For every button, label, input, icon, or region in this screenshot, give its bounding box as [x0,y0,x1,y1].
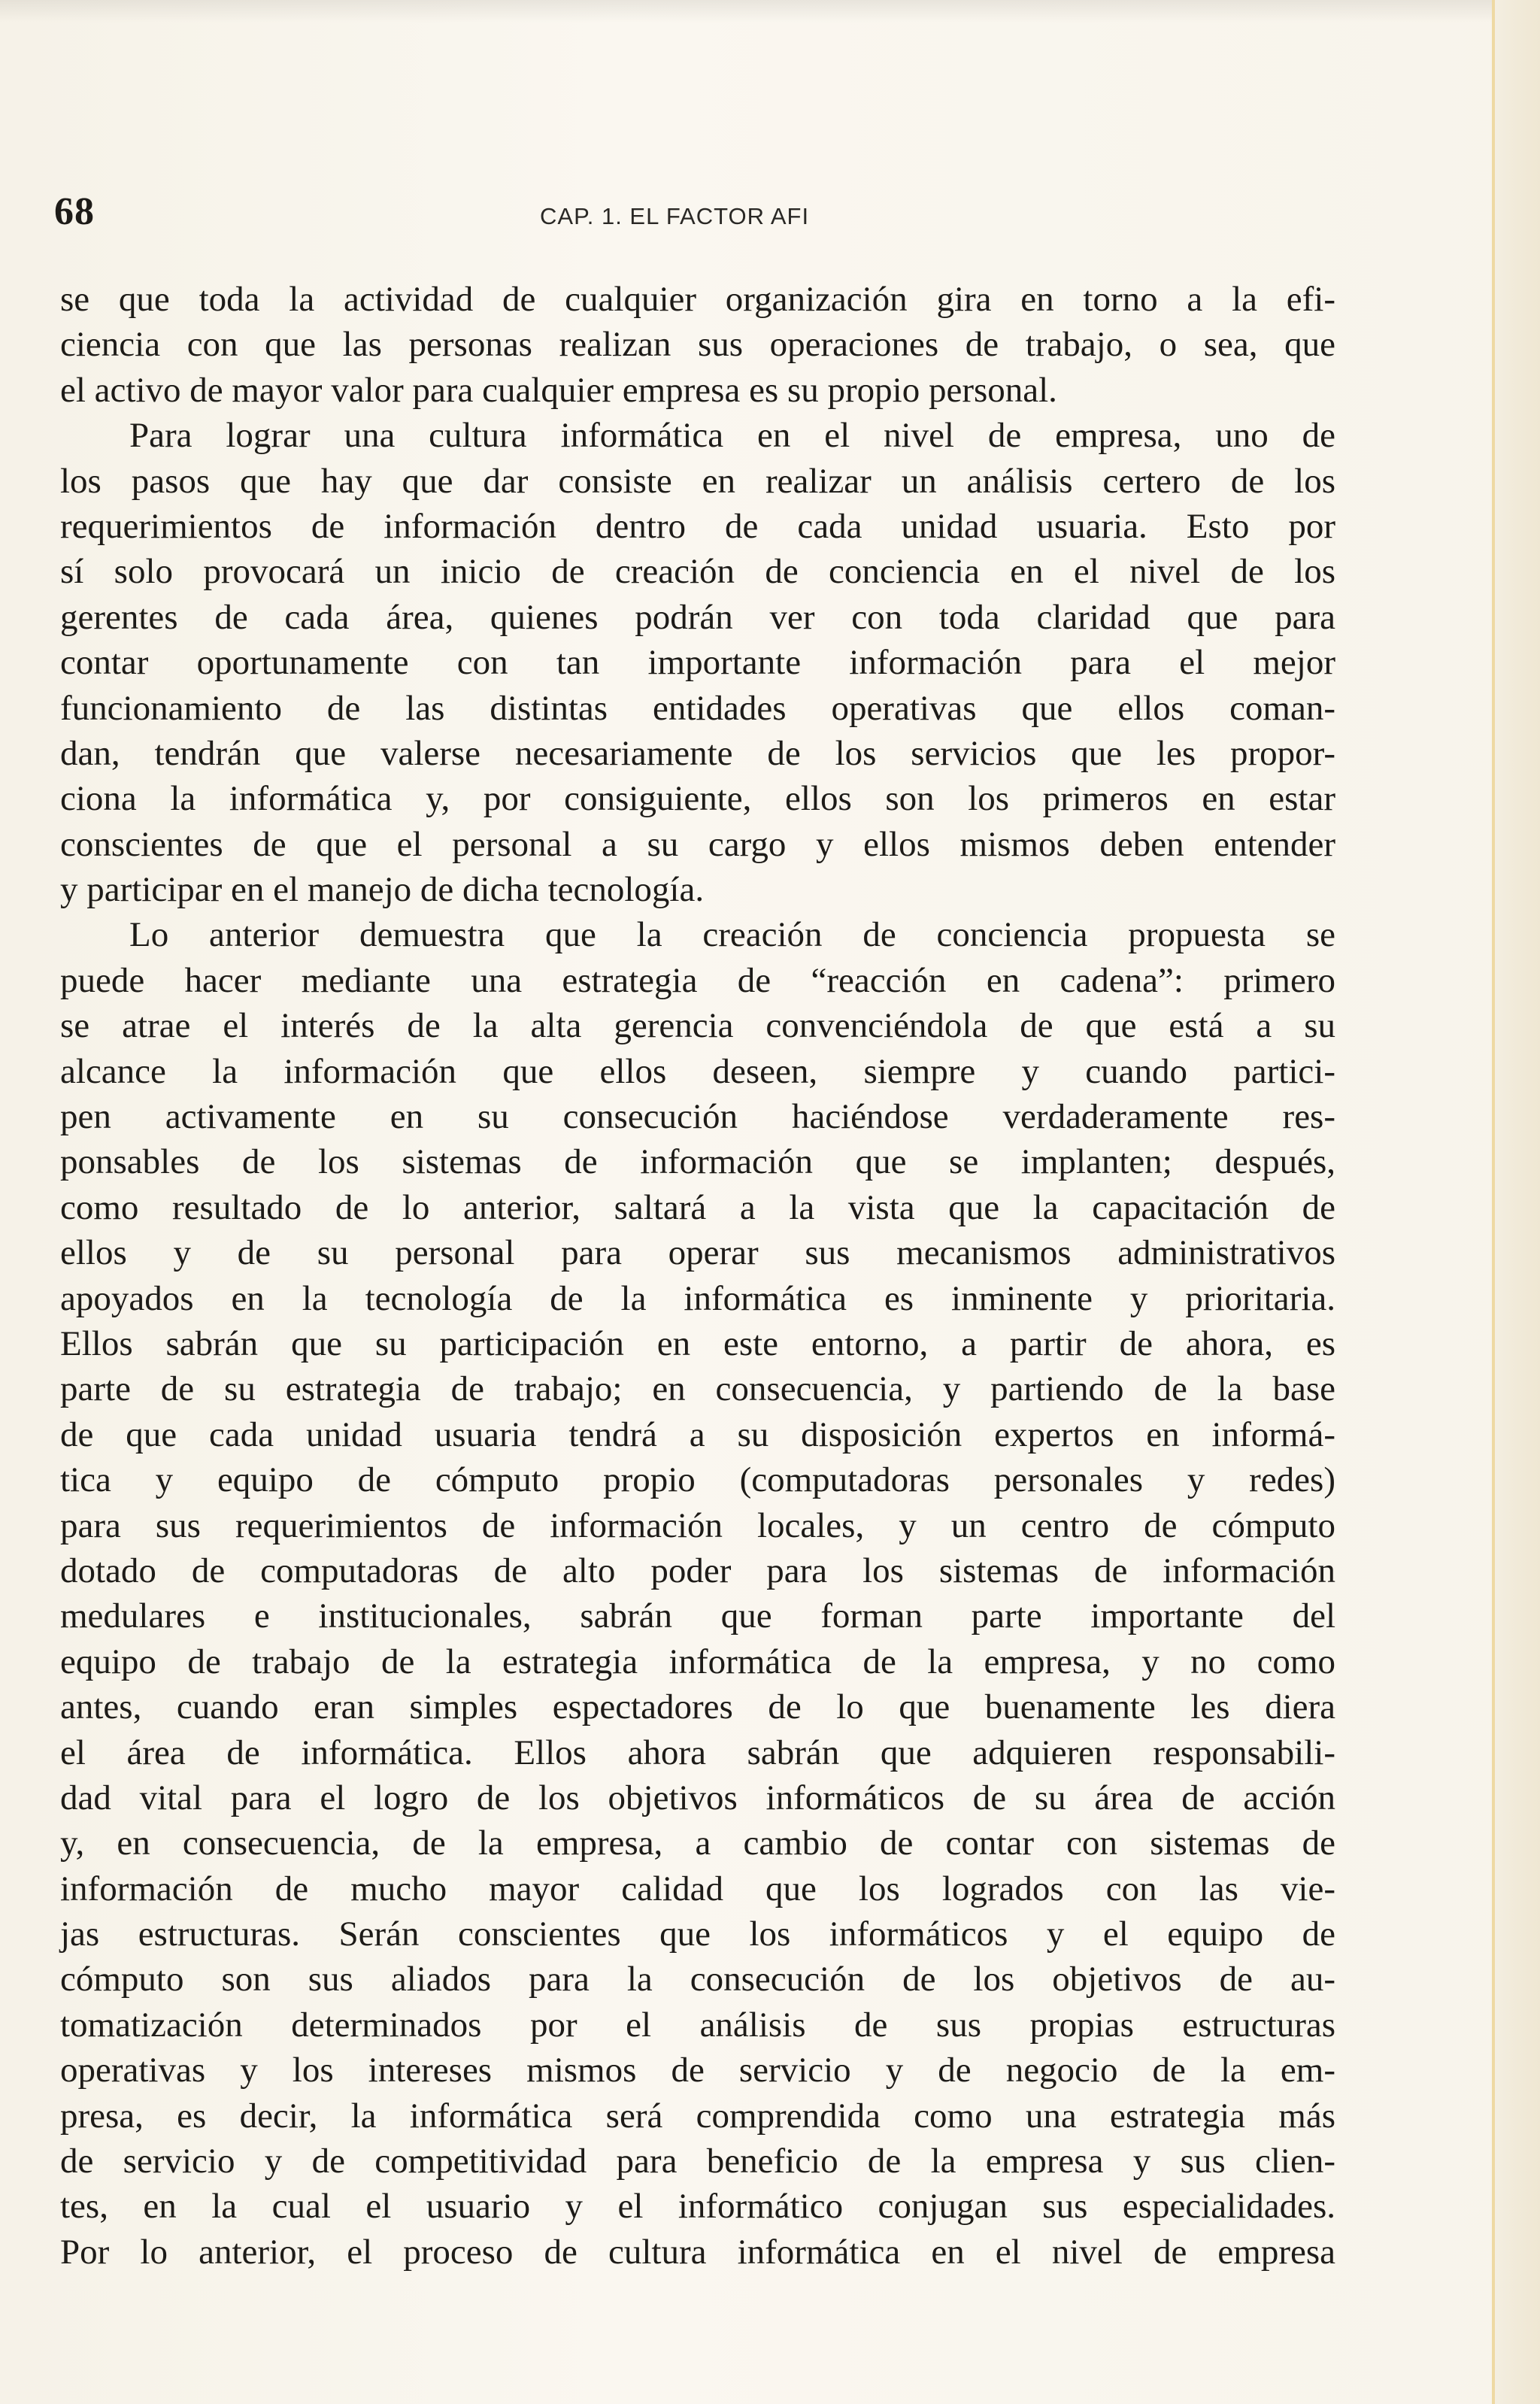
text-line: ellos y de su personal para operar sus mecanismos administrativos [60,1233,1335,1273]
text-line: pen activamente en su consecución haciéndose verdaderamente res- [60,1097,1335,1137]
text-line: apoyados en la tecnología de la informática es inminente y prioritaria. [60,1278,1335,1318]
text-line: y participar en el manejo de dicha tecnología. [60,870,705,910]
text-line: de servicio y de competitividad para beneficio de la empresa y sus clien- [60,2142,1335,2181]
page-edge-strip [1492,0,1540,2404]
text-line: Lo anterior demuestra que la creación de conciencia propuesta se [129,915,1335,955]
text-line: presa, es decir, la informática será comprendida como una estrategia más [60,2096,1335,2136]
text-line: gerentes de cada área, quienes podrán ver con toda claridad que para [60,597,1335,637]
text-line: información de mucho mayor calidad que los logrados con las vie- [60,1869,1335,1908]
text-line: tomatización determinados por el análisis de sus propias estructuras [60,2005,1335,2045]
text-line: dan, tendrán que valerse necesariamente de los servicios que les propor- [60,733,1335,773]
text-line: Por lo anterior, el proceso de cultura informática en el nivel de empresa [60,2232,1335,2272]
running-head: CAP. 1. EL FACTOR AFI [540,203,810,229]
text-line: y, en consecuencia, de la empresa, a cambio de contar con sistemas de [60,1823,1335,1863]
text-line: cómputo son sus aliados para la consecución de los objetivos de au- [60,1960,1335,1999]
top-shadow [0,0,1540,23]
text-line: de que cada unidad usuaria tendrá a su disposición expertos en informá- [60,1414,1335,1454]
text-line: se atrae el interés de la alta gerencia convenciéndola de que está a su [60,1006,1335,1046]
text-line: para sus requerimientos de información locales, y un centro de cómputo [60,1505,1335,1545]
text-line: puede hacer mediante una estrategia de “reacción en cadena”: primero [60,960,1335,1000]
text-line: dotado de computadoras de alto poder para los sistemas de información [60,1551,1335,1590]
text-line: medulares e institucionales, sabrán que forman parte importante del [60,1596,1335,1636]
page-number: 68 [54,190,95,233]
text-line: tes, en la cual el usuario y el informático conjugan sus especialidades. [60,2187,1335,2227]
text-line: sí solo provocará un inicio de creación de conciencia en el nivel de los [60,552,1335,592]
text-line: tica y equipo de cómputo propio (computadoras personales y redes) [60,1460,1335,1500]
page-edge-line [1492,0,1495,2404]
text-line: Para lograr una cultura informática en el nivel de empresa, uno de [129,416,1335,456]
text-line: jas estructuras. Serán conscientes que los informáticos y el equipo de [60,1914,1335,1954]
body-text [60,277,1335,2275]
text-line: dad vital para el logro de los objetivos informáticos de su área de acción [60,1778,1335,1817]
text-line: Ellos sabrán que su participación en este entorno, a partir de ahora, es [60,1323,1335,1363]
text-line: se que toda la actividad de cualquier organización gira en torno a la efi- [60,280,1335,319]
text-line: los pasos que hay que dar consiste en realizar un análisis certero de los [60,461,1335,501]
text-line: ciona la informática y, por consiguiente, ellos son los primeros en estar [60,779,1335,819]
text-line: parte de su estrategia de trabajo; en consecuencia, y partiendo de la base [60,1369,1335,1409]
text-line: ciencia con que las personas realizan sus operaciones de trabajo, o sea, que [60,325,1335,365]
text-line: ponsables de los sistemas de información que se implanten; después, [60,1142,1335,1182]
text-line: requerimientos de información dentro de cada unidad usuaria. Esto por [60,506,1335,546]
text-line: alcance la información que ellos deseen, siempre y cuando partici- [60,1051,1335,1091]
text-line: como resultado de lo anterior, saltará a la vista que la capacitación de [60,1187,1335,1227]
text-line: contar oportunamente con tan importante información para el mejor [60,643,1335,683]
text-line: antes, cuando eran simples espectadores de lo que buenamente les diera [60,1687,1335,1727]
text-line: operativas y los intereses mismos de servicio y de negocio de la em- [60,2051,1335,2090]
text-line: el activo de mayor valor para cualquier empresa es su propio personal. [60,370,1057,410]
text-line: equipo de trabajo de la estrategia informática de la empresa, y no como [60,1642,1335,1681]
text-line: funcionamiento de las distintas entidades operativas que ellos coman- [60,688,1335,728]
text-line: conscientes de que el personal a su cargo y ellos mismos deben entender [60,824,1335,864]
text-line: el área de informática. Ellos ahora sabrán que adquieren responsabili- [60,1733,1335,1772]
